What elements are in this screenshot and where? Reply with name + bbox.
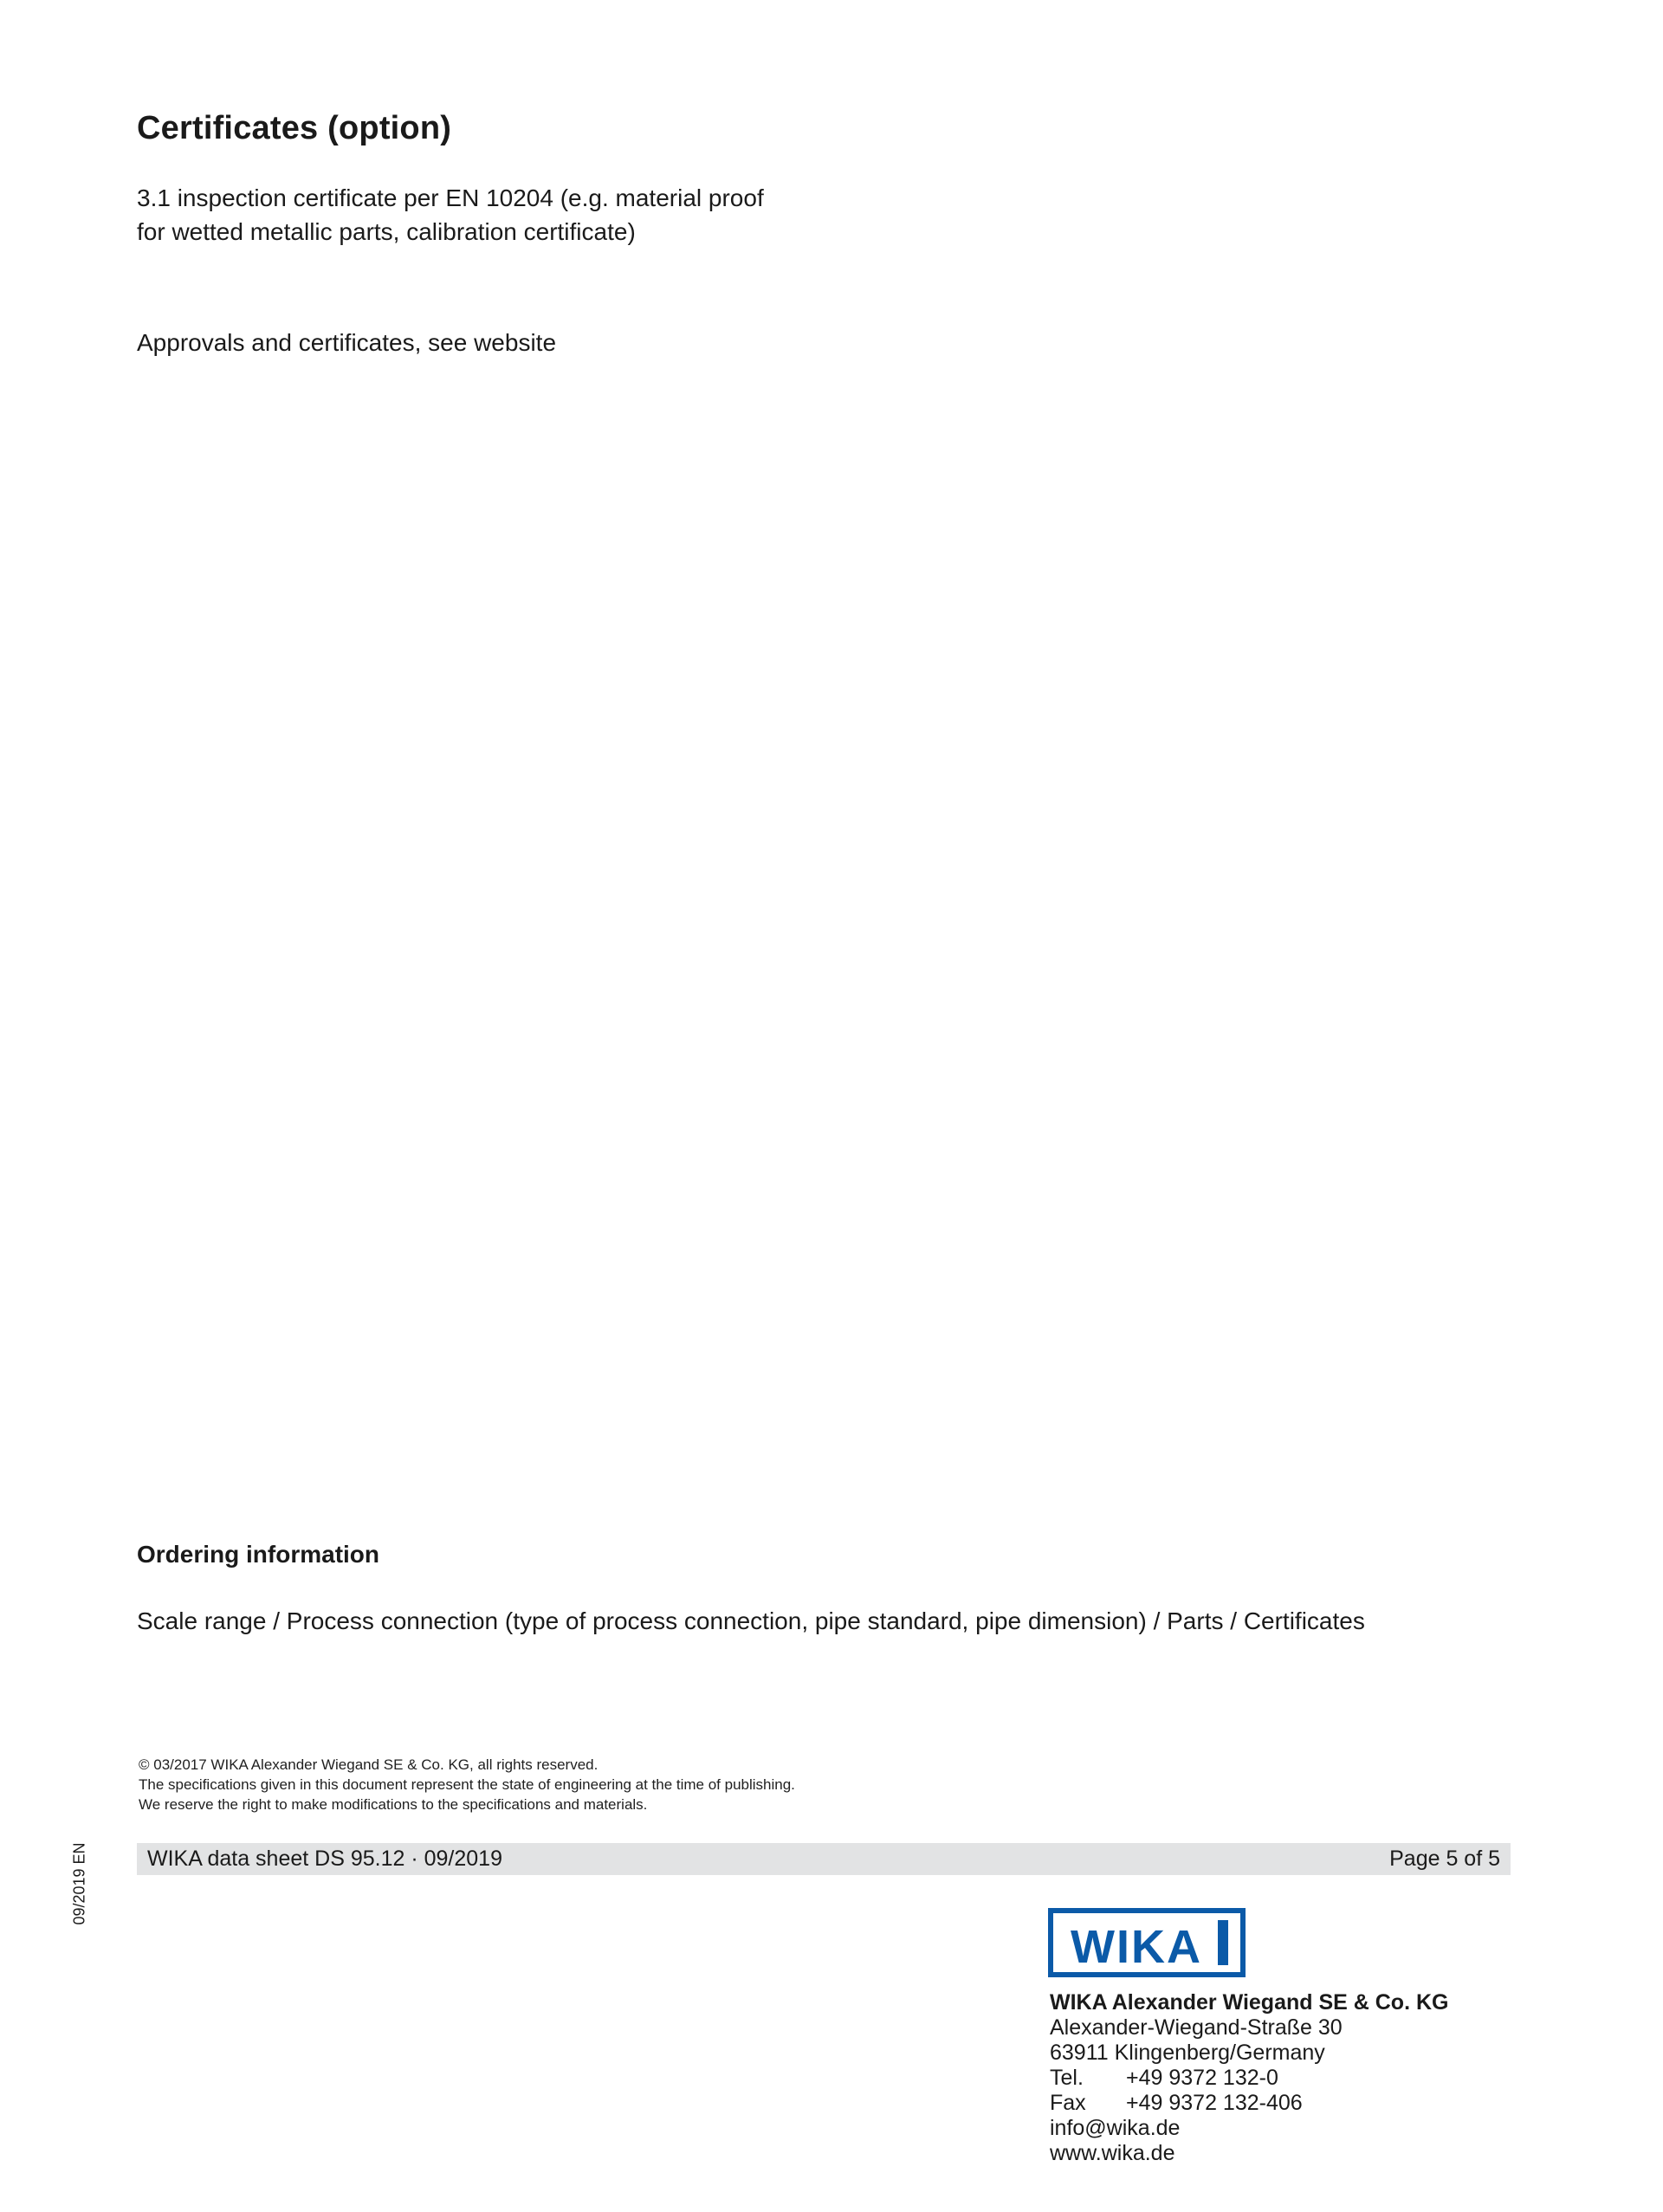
legal-notice [139,1755,795,1814]
ordering-title: Ordering information [137,1541,379,1568]
certificates-title: Certificates (option) [137,110,452,146]
datasheet-reference: WIKA data sheet DS 95.12 · 09/2019 [147,1847,502,1871]
footer-bar [137,1843,1511,1875]
address-city: 63911 Klingenberg/Germany [1050,2041,1325,2065]
wika-logo [1048,1908,1246,1977]
address-website[interactable]: www.wika.de [1050,2141,1175,2165]
phone-number: +49 9372 132-0 [1126,2066,1278,2090]
approvals-note: Approvals and certificates, see website [137,329,557,356]
phone-label: Tel. [1050,2066,1084,2090]
address-street: Alexander-Wiegand-Straße 30 [1050,2015,1343,2040]
legal-line-2: The specifications given in this document represent the state of engineering at the time of publishing. [139,1776,795,1793]
address-fax [1050,2091,1448,2116]
fax-label: Fax [1050,2091,1086,2115]
address-email[interactable]: info@wika.de [1050,2116,1181,2140]
legal-line-3: We reserve the right to make modifications to the specifications and materials. [139,1796,648,1813]
certificates-line-1: 3.1 inspection certificate per EN 10204 (e.g. material proof [137,184,764,211]
legal-line-1: © 03/2017 WIKA Alexander Wiegand SE & Co. KG, all rights reserved. [139,1756,599,1773]
fax-number: +49 9372 132-406 [1126,2091,1303,2115]
company-name: WIKA Alexander Wiegand SE & Co. KG [1050,1990,1449,2015]
address-phone [1050,2066,1448,2091]
logo-text: WIKA [1071,1921,1202,1973]
certificates-line-2: for wetted metallic parts, calibration certificate) [137,218,636,245]
side-date: 09/2019 EN [70,1842,88,1925]
logo-bar [1218,1920,1228,1965]
company-address [1050,1990,1448,2166]
page-number: Page 5 of 5 [1389,1847,1500,1871]
ordering-text: Scale range / Process connection (type of process connection, pipe standard, pipe dimension) / Parts / Certificates [137,1607,1365,1634]
certificates-description [137,181,764,249]
